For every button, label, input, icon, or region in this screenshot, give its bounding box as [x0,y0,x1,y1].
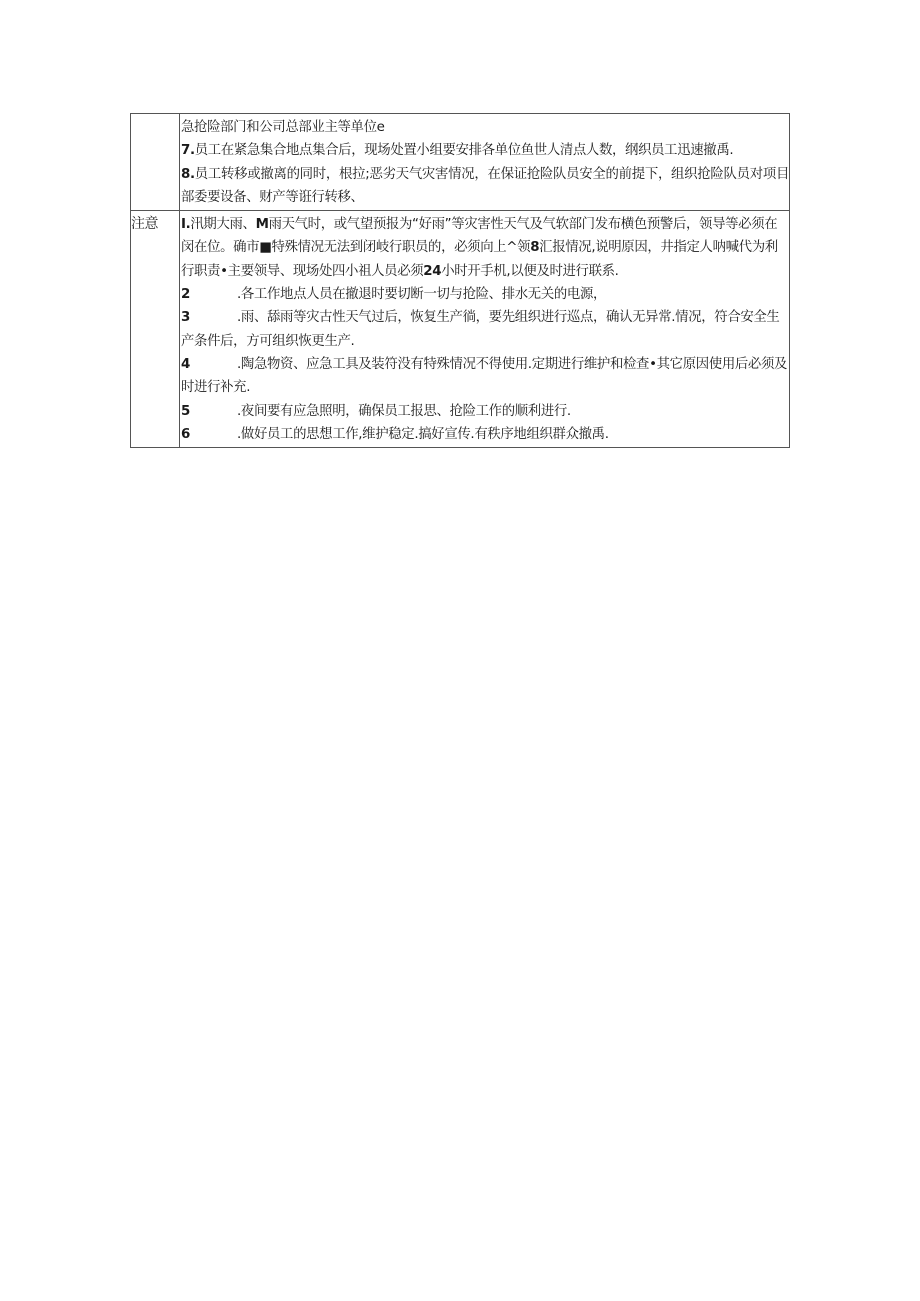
row-label [131,114,179,116]
step-7-number: 7. [181,143,195,159]
note-5-number: 5 [181,403,190,419]
note-6-text: .做好员工的思想工作,维护稳定.搞好宣传.有秩序地组织群众撤禹. [237,426,609,442]
note-1-text-b: M [255,217,269,233]
note-2-number: 2 [181,287,190,303]
note-4-text: .陶急物资、应急工具及装符没有特殊情况不得使用.定期进行维护和检查•其它原因使用后必须及时进行补充. [181,356,788,396]
row-label-cell [131,114,180,211]
note-1-number: I. [181,217,191,233]
note-5-text: .夜间要有应急照明，确保员工报思、抢险工作的顺利进行. [237,403,571,419]
row-content-cell [180,114,790,211]
note-6 [181,423,789,446]
note-1-text-a: 汛期大雨、 [190,217,256,233]
note-2 [181,283,789,306]
notes-label: 注意 [131,216,158,233]
table-row-continuation [131,114,790,211]
note-1-text-g: 小时开手机,以便及时进行联系. [441,263,619,279]
continuation-line: 急抢险部门和公司总部业主等单位e [181,120,385,135]
note-3-number: 3 [181,310,190,326]
note-1-text-d: 8 [530,240,540,256]
note-4-number: 4 [181,356,190,372]
note-6-number: 6 [181,426,190,442]
emergency-procedure-table [130,113,790,448]
step-8-number: 8. [181,166,195,182]
step-8 [181,163,789,210]
step-7-text: 员工在紧急集合地点集合后，现场处置小组要安排各单位鱼世人清点人数，纲织员工迅速撤禹. [194,143,734,159]
table-row-notes [131,211,790,448]
note-4 [181,353,789,400]
notes-label-cell [131,211,180,448]
note-1-text-e: 汇报情况,说明原因，井指定人呐喊代为利行职责•主要领导、现场处四小祖人员必须 [181,240,778,279]
note-1-text-f: 24 [423,263,442,279]
step-7 [181,139,789,162]
note-5 [181,400,789,423]
note-1-text-c: 雨天气时，或气望预报为“好雨”等灾害性天气及气软部门发布横色预警后，领导等必须在闵在位。确市■特殊情况无法到闭岐行职员的，必须向上^领 [181,217,778,256]
note-3 [181,306,789,353]
step-8-text: 员工转移或撤离的同时，根拉;恶劣天气灾害情况，在保证抢险队员安全的前提下，组织抢险队员对项目部委要设备、财产等诳行转移、 [181,166,789,205]
note-3-text: .雨、舔雨等灾古性天气过后，恢复生产徜，要先组织进行巡点，确认无异常.情况，符合安全生产条件后，方可组织恢更生产. [181,310,780,349]
note-1 [181,213,789,283]
notes-content-cell [180,211,790,448]
note-2-text: .各工作地点人员在撤退时要切断一切与抢险、排水无关的电源， [237,287,607,303]
